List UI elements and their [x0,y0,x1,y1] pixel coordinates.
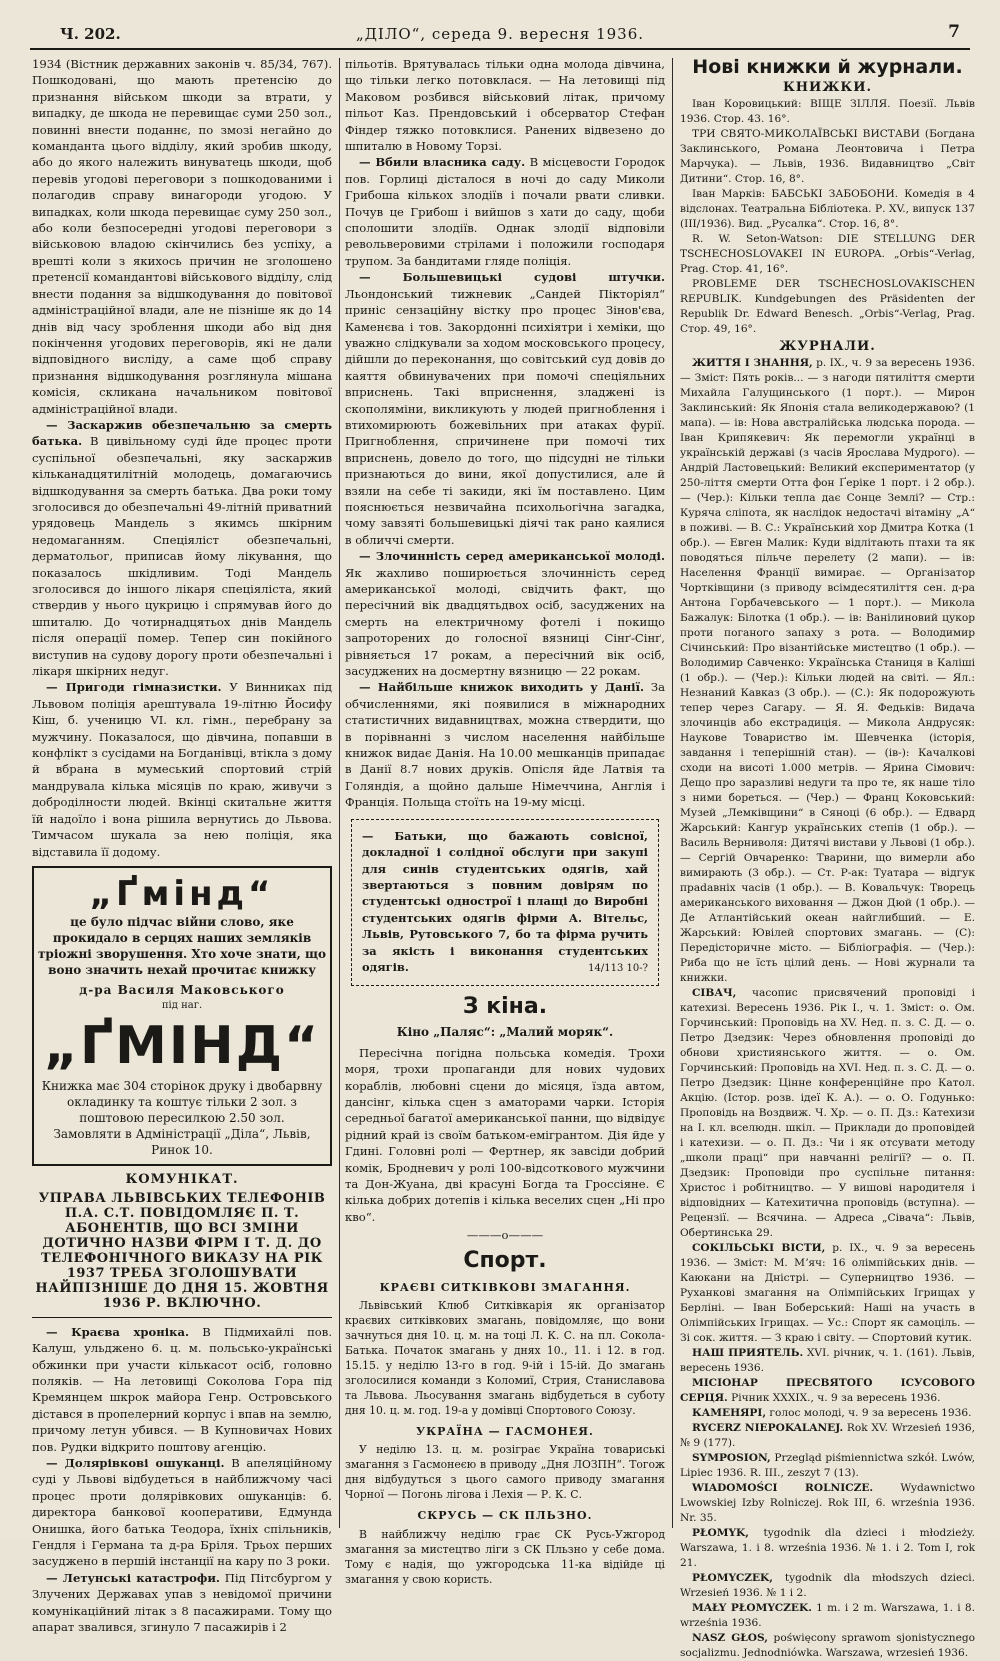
journal-entry [680,1451,975,1481]
article-text: В апеляційному суді у Львові відбудеться в найближчому часі процес проти долярівкових ошуканців: б. директора банкової кооперативи, Едмунда Онишка, його батька Теодора, їхніх спільників, Гендля і Германа та д-ра Бріля. Трьох перших засуджено в першій інстанції на кару по 3 роки. [32,1455,333,1569]
article [32,417,332,680]
journal-name: КАМЕНЯРІ, [692,1407,767,1419]
journal-entry [680,1526,975,1571]
journal-contents: Rok XV. Wrzesień 1936, № 9 (177). [680,1422,976,1449]
journal-name: WIADOMOŚCI ROLNICZE. [692,1482,874,1494]
ad-order: Замовляти в Адміністрації „Діла“, Львів, Ринок 10. [53,1127,311,1158]
sport-subtitle: СКРУСЬ — СК ПЛЬЗНО. [417,1509,593,1523]
article [32,1455,332,1570]
sport-text: У неділю 13. ц. м. розіграє Україна товариські змагання з Гасмонеєю в приводу „Дня ЛОЗПН“. Тогож дня відбудуться з цього самого приводу змагання Чорної — Погонь лігова і Лехія — Р. К. С. [345,1443,665,1502]
journal-name: MAŁY PŁOMYCZEK. [692,1602,812,1614]
article-text: пільотів. Врятувалась тільки одна молода дівчина, що тільки легко потовклася. — На летовищі під Маковом розбився військовий літак, причому пільот Каз. Прендовський і обсерватор Стефан Фіндер тяжко потовклися. Ранених відвезено до шпиталю в Новому Торзі. [345,57,665,154]
book-entry: R. W. Seton-Watson: DIE STELLUNG DER TSCHECHOSLOVAKEI IN EUROPA. „Orbis“-Verlag, Prag. Стор. 41, 16°. [680,233,975,275]
issue-number: Ч. 202. [60,25,121,43]
journal-contents: голос молоді, ч. 9 за вересень 1936. [769,1407,972,1419]
journal-name: НАШ ПРИЯТЕЛЬ. [692,1347,804,1359]
journal-name: RYCERZ NIEPOKALANEJ. [692,1422,844,1434]
page-header [30,22,970,50]
article-text: В місцевости Городок пов. Горлиці дісталося в ночі до саду Миколи Грибоша кількох злодіїв і почали рвати сливки. Почув це Грибош і вийшов з хати до саду, щоби сполошити злодіїв. Однак злодії відповіли револьверовими стрілами і положили господаря трупом. За бандитами гляде поліція. [345,155,666,268]
journal-contents: Przegląd piśmiennictwa szkół. Lwów, Lipiec 1936. R. III., zeszyt 7 (13). [680,1452,976,1479]
sport-title: Спорт. [463,1247,547,1273]
masthead: „ДІЛО“, середа 9. вересня 1936. [355,25,645,43]
journal-entry [680,986,975,1241]
ad-title: „Ґмінд“ [89,873,275,914]
books-subtitle: КНИЖКИ. [782,80,873,95]
article-text: Як жахливо поширюється злочинність серед американської молоді, свідчить факт, що пересічний вік двадцятьдвох осіб, засуджених на смерть на електричному фотелі і покищо запроторених до голосної вязниці Сінґ-Сінґ, рівняється 17 рокам, а пересічний вік осіб, засуджених на досмертну вязницю — 22 рокам. [345,565,665,679]
book-entry: ТРИ СВЯТО-МИКОЛАЇВСЬКІ ВИСТАВИ (Богдана Заклинського, Романа Леонтовича і Петра Марчука). — Львів, 1936. Видавництво „Світ Дитини“. Стор. 16, 8°. [680,128,975,185]
books-section-title: Нові книжки й журнали. [692,56,963,78]
sport-subtitle: УКРАЇНА — ГАСМОНЕЯ. [416,1425,594,1439]
separator: ———о——— [466,1228,544,1243]
page-folio: 7 [948,22,960,42]
clothing-advertisement [351,819,659,987]
journal-entry [680,1241,975,1346]
journal-name: PŁOMYK, [692,1527,749,1539]
ad-author: д-ра Василя Маковського [79,982,285,997]
journal-entry [680,1601,975,1631]
article-text: Льондонський тижневик „Сандей Пікторіял“ приніс сензаційну вістку про процес Зінов'єва, Каменєва і тов. Закордонні психіятри і хеміки, що уважно слідкували за ходом московського процесу, дійшли до переконання, що совітський суд довів до каяття обвинувачених при помочі спеціяльних вприснень. Такі вприснення, зладжені із скополяміни, викликують у людей пригноблення і втихомирюють божевільних при атаках фурії. Пригноблення, спричинене при помочі тих вприснень, довело до того, що підсудні не тільки признаються до вини, якої допустилися, але й взяли на себе ті закиди, які їм поставлено. Цим пояснюється незвичайна психольогічна загадка, чому завзяті большевицькі діячі так рано каялися в обличчі смерти. [345,286,665,547]
article-text: Під Пітсбургом у Злучених Державах упав з невідомої причини комунікаційний літак з 8 пасажирами. Тому що апарат звалився, згинуло 7 пасажирів і 2 [32,1570,333,1635]
journal-contents: XVI. річник, ч. 1. (161). Львів, вересень 1936. [680,1347,975,1374]
journal-name: PŁOMYCZEK, [692,1572,773,1584]
ad-text: — Батьки, що бажають совісної, докладної і солідної обслуги при закупі для синів студентських одягів, хай звертаються з повним довірям по студентські однострої і плащі до Виробні студентських одягів фірми А. Вітельс, Львів, Рутовського 7, бо та фірма ручить за якість і виконання студентських одягів. [362,828,648,974]
journal-contents: poświęcony sprawom sjonistycznego socjalizmu. Jednodniówka. Warszawa, wrzesień 1936. [680,1632,975,1659]
column-1 [32,56,333,1635]
journal-entry [680,1346,975,1376]
journals-subtitle: ЖУРНАЛИ. [779,339,876,354]
sport-subtitle: КРАЄВІ СИТКІВКОВІ ЗМАГАННЯ. [379,1280,631,1294]
article-headline: — Летунські катастрофи. [46,1570,220,1585]
book-entry: Іван Марків: БАБСЬКІ ЗАБОБОНИ. Комедія в 4 відслонах. Театральна Бібліотека. Р. XV., випуск 137 (III/1936). Вид. „Русалка“. Стор. 16, 8°. [680,188,975,230]
article-text: За обчисленнями, які появилися в міжнародних статистичних видавництвах, можна ствердити, що в порівнанні з числом населення найбільше книжок видає Данія. На 10.00 мешканців припадає в Данії 8.7 нових друків. Опісля йде Латвія та Голяндія, а щойно дальше Німеччина, Англія і Франція. Польща стоїть на 19-му місці. [345,680,665,810]
journal-contents: Річник XXXIX., ч. 9 за вересень 1936. [731,1392,941,1404]
journal-name: СОКІЛЬСЬКІ ВІСТИ, [692,1242,826,1254]
article-headline: — Краєва хроніка. [46,1324,190,1339]
journal-contents: Wydawnictwo Lwowskiej Izby Rolniczej. Rok III, 6. września 1936. Nr. 35. [680,1482,975,1524]
article-headline: — Пригоди гімназистки. [46,680,222,695]
ad-book-title: „ҐМІНД“ [43,1016,321,1077]
column-rule [339,58,340,1528]
article-headline: — Вбили власника саду. [359,155,526,170]
journal-name: SYMPOSION, [692,1452,771,1464]
journal-entry [680,1421,975,1451]
book-entry: PROBLEME DER TSCHECHOSLOVAKISCHEN REPUBLIK. Kundgebungen des Präsidenten der Republik Dr. Edward Benesch. „Orbis“-Verlag, Prag. Стор. 49, 16°. [680,278,975,335]
article-text: В цивільному суді йде процес проти суспільної обезпечальні, яку заскаржив кільканадцятилітній молодець, домагаючись відшкодування за смерть батька. Два роки тому зголосився до обезпечальні 49-літній приватний урядовець Мандель з якимсь шкірним недомаганням. Спеціяліст обезпечальні, дерматольог, приписав йому лікування, що показалось шкідливим. Тоді Мандель зголосився до іншого лікаря спеціяліста, який ствердив у нього цукрицю і спрямував його до шпиталю. До чотирнадцятьох днів Мандель після операції помер. Тепер син покійного виступив на судову дорогу проти обезпечальні і лікаря шкірних недуг. [32,434,333,679]
journal-entry [680,1571,975,1601]
book-advertisement [32,866,332,1166]
komunikat-title: КОМУНІКАТ. [125,1172,239,1188]
journal-name: ЖИТТЯ І ЗНАННЯ, [692,357,813,369]
book-entry: Іван Коровицький: ВІЩЕ ЗІЛЛЯ. Поезії. Львів 1936. Стор. 43. 16°. [680,98,975,125]
article [345,154,665,269]
cinema-subtitle: Кіно „Паляс“: „Малий моряк“. [396,1025,614,1040]
article [345,548,665,679]
article [32,1324,332,1455]
column-3 [680,56,976,1659]
column-2 [345,56,666,1586]
article-text: У Винниках під Львовом поліція арештувала 19-літню Йосифу Кіш, б. ученицю VI. кл. гімн., перебрану за мужчину. Показалося, що дівчина, попавши в конфлікт з сусідами на Богданівці, втікла з дому й вбрана в мумеський спортовий стрій мандрувала кілька місяців по краю, живучи з доброділности людей. Вкінці скитальне життя їй надоїло і вона рішила вернутись до Львова. Тимчасом шукала за нею поліція, яка відставила її додому. [32,680,332,859]
article-headline: — Заскаржив обезпечальню за смерть батька. [32,417,332,449]
journal-entry [680,356,975,986]
journal-contents: 1 m. i 2 m. Warszawa, 1. i 8. września 1936. [680,1602,975,1629]
journal-entry [680,1481,975,1526]
journal-entry [680,1376,975,1406]
sport-text: Львівський Клюб Ситківкарія як організатор краєвих ситківкових змагань, повідомляє, що вони зачнуться дня 10. ц. м. на тоці Л. К. С. на пл. Сокола-Батька. Початок змагань у днях 10., 11. і 12. в год. 15.15. у неділю 13-го в год. 9-ій і 15-ій. До змагань зголосилися команди з Коломиї, Стрия, Станиславова та Львова. Льосування змагань відбудеться в суботу дня 10. ц. м. год. 19-а у домівці Спортового Союзу. [345,1299,665,1418]
journal-contents: tygodnik dla dzieci i młodzieży. Warszawa, 1. i 8. września 1936. № 1. i 2. Tom I, rok 21. [680,1527,975,1569]
ad-undername: під наг. [161,999,203,1011]
journal-name: NASZ GŁOS, [692,1632,768,1644]
cinema-title: З кіна. [462,994,548,1020]
article [32,679,332,859]
column-rule [672,58,673,1528]
cinema-review: Пересічна погідна польська комедія. Трохи моря, трохи пропаганди для нових чудових кораблів, любовні сцени до місяця, їзда автом, дансінг, кілька сцен з аматорами чарки. Історія середньої багатої американської панни, що відвідує рідний край із своїм батьком-емігрантом. Дія йде у Гдині. Головні ролі — Фертнер, як завсіди добрий комік, Бродневич у ролі 100-відсоткового мужчини та Дон-Жуана, дві красуні Богда та Гроссіяне. Є кілька добрих дотепів і кілька веселих сцен „Ні про кво“. [345,1045,665,1224]
article [345,269,665,548]
article-headline: — Большевицькі судові штучки. [359,270,665,285]
journal-name: МІСІОНАР ПРЕСВЯТОГО ІСУСОВОГО СЕРЦЯ. [680,1377,975,1404]
article-text: 1934 (Вістник державних законів ч. 85/34, 767). Пошкодовані, що мають претенсію до признання військом шкоди за втрати, у випадку, де шкода не перевищає суми 250 зол., повинні внести поданнє, по змозі негайно до команданта цього відділу, який зробив шкоду, або до якого належить винуватець шкоди, щоб перевів угодові переговори з пошкодованими і полагодив справу винагороди угодою. У випадках, коли шкода перевищає суму 250 зол., або коли безпосередні угодові переговори з військовою владою скінчились без успіху, а врешті коли з якихось причин не зголошено претенсії командантові військового відділу, слід внести подання за відшкодування до повітової адміністраційної влади, але не пізніше як до 14 днів від часу зроблення шкоди або від дня покінчення угодових переговорів, які не дали відповідного висліду, а саме щоб справу признання відшкодування розглянула мішана комісія, скликана начальником повітової адміністраційної влади. [32,57,332,416]
journal-entry [680,1406,975,1421]
article [345,679,665,810]
sport-text: В найближчу неділю грає СК Русь-Ужгород змагання за мистецтво ліги з СК Пльзно у себе дома. Тому є надія, що ужгородська 11-ка відійде ці змагання у свою користь. [345,1527,665,1586]
journal-entry [680,1631,975,1661]
ad-code: 14/113 10-? [588,962,648,974]
komunikat-text: УПРАВА ЛЬВІВСЬКИХ ТЕЛЕФОНІВ П.А. С.Т. ПОВІДОМЛЯЄ П. Т. АБОНЕНТІВ, ЩО ВСІ ЗМІНИ ДОТИЧНО НАЗВИ ФІРМ І Т. Д. ДО ТЕЛЕФОНІЧНОГО ВИКАЗУ НА РІК 1937 ТРЕБА ЗГОЛОШУВАТИ НАЙПІЗНІШЕ ДО ДНЯ 15. ЖОВТНЯ 1936 Р. ВКЛЮЧНО. [35,1190,329,1311]
ad-text: це було підчас війни слово, яке прокидало в серцях наших земляків тріожні зворушення. Хто хоче знати, що воно значить нехай прочитає книжку [38,914,326,977]
journal-contents: tygodnik dla młodszych dzieci. Wrzesień 1936. № 1 i 2. [680,1572,976,1599]
divider [32,1317,332,1318]
ad-price: Книжка має 304 сторінок друку і двобарвну окладинку та коштує тільки 2 зол. з поштовою пересилкою 2.50 зол. [41,1079,323,1126]
article-headline: — Злочинність серед американської молоді. [359,549,665,564]
journal-contents: часопис присвячений проповіді і катехизі. Вересень 1936. Рік І., ч. 1. Зміст: о. Ом. Горчинський: Проповідь на XV. Нед. п. з. С. Д. — о. Петро Дзедзик: Через обновлення проповіді до обнови християнського життя. — о. Ом. Горчинський: Проповідь на XVI. Нед. п. з. С. Д. — о. Петро Дзедзик: Цінне конференційне про Катол. Акцію. (Істор. розв. ідеї К. А.). — о. О. Годунько: Проповідь на Воздвиж. Ч. Хр. — о. П. Дз.: Катехизи на І. кл. вселюдн. шкіл. — Приклади до проповідей і катехизи. — о. П. Дз.: Чи і як отсувати методу „школи праці“ при навчанні релігії? — о. П. Дзедзик: Проповіди про суспільне питання: Христос і робітництво. — У вишові народителя і відповідних — Катехитична проповідь (вступна). — Рецензії. — Всячина. — Адреса „Сівача“: Львів, Обертинська 29. [680,987,975,1239]
journal-contents: р. IX., ч. 9 за вересень 1936. — Зміст: Пять років... — з нагоди пятиліття смерти Михайла Галущинського (1 порт.). — Мирон Заклинський: Як Японія стала великодержавою? (1 мапа). — ів: Нова австралійська людська порода. — Іван Крипякевич: Як перемогли українці в українській державі (з часів Ярослава Мудрого). — Андрій Ластовецький: Великий експериментатор (у 250-ліття смерти Отта фон Ґеріке 1 порт. і 2 обр.). — (Чер.): Кільки тепла дає Сонце Землі? — Стр.: Куряча сліпота, як наслідок недостачі вітаміну „А“ в поживі. — В. С.: Український хор Дмитра Котка (1 обр.). — Евген Малик: Куди відлітають птахи та як поводяться пільче перелету (2 мапи). — ів: Населення Франції вимирає. — Організатор Чортківщини (з приводу всімдесятиліття сен. д-ра Антона Горбачевського — 1 порт.). — Микола Бажалук: Білотка (1 обр.). — ів: Ванілиновий цукор проти поганого запаху з рота. — Володимир Січинський: Про візантійське мистецтво (1 обр.). — Володимир Савченко: Українська Станиця в Калішi (1 обр.). — (Чер.): Кільки людей на світі. — Ял.: Незнаний Кавказ (3 обр.). — (С.): Як подорожують тепер через Сагару. — Я. Я. Федьків: Видача злочинців або екстрадиція. — Микола Андрусяк: Наукове Товариство ім. Шевченка (історія, завдання і теперішній стан). — (ів-): Качалкові сходи на висоті 1.000 метрів. — Ярина Сімович: Дещо про заразливі недуги та про те, як наше тіло з ними бореться. — (Чер.) — Франц Коковський: Музей „Лемківщини“ в Сяноці (6 обр.). — Едвард Жарський: Кангур українських степів (1 обр.). — Василь Верниволя: Дитячі вистави у Львові (1 обр.). — Сергій Овчаренко: Тварини, що вимерли або вимирають (3 обр.). — Ст. Р-ак: Туатара — відгук праdавніх часів (1 обр.). — В. Ковальчук: Творець американського виховання — Джон Дюй (1 обр.). — Де Атлантійський океан найглибший. — Е. Жарський: Ювілей спортових змагань. — (С): Передісторичне місто. — Бібліографія. — (Чер.): Риба що не їсть цілий день. — Нові журнали та книжки. [680,357,975,984]
article-text: В Підмихайлі пов. Калуш, ульджено 6. ц. м. польсько-українські обжинки при участи кількасот осіб, головно поляків. — На летовищі Соколова Гора під Кремянцем шкрок майора Генр. Островського дістався в пропелерний корпус і впав на землю, причому летун убився. — В Купновичах Нових пов. Рудки відкрито поштову агенцію. [32,1324,333,1454]
article [32,1570,332,1636]
article-headline: — Найбільше книжок виходить у Данії. [359,680,645,695]
journal-name: СІВАЧ, [692,987,737,999]
article-headline: — Долярівкові ошуканці. [46,1455,225,1470]
journal-contents: р. IX., ч. 9 за вересень 1936. — Зміст: М. Мʼяч: 16 олімпійських днів. — Каюкани на Дністрі. — Суперництво 1936. — Руханкові змагання на Олімпійських Ігрищах у Берліні. — Іван Боберський: Наші на участь в Олімпійських Ігрищах. — Ус.: Спорт як самоціль. — Зі сок. життя. — З краю і світу. — Спортовий кутик. [680,1242,975,1344]
